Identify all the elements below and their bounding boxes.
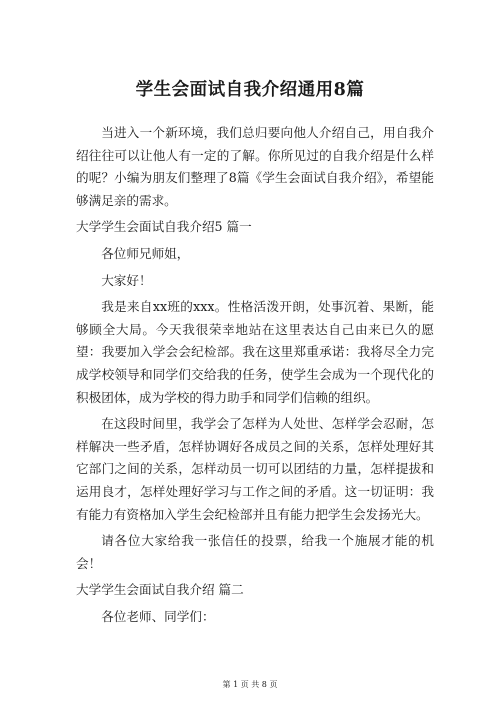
document-body — [76, 122, 434, 628]
section-heading-2: 大学学生会面试自我介绍 篇二 — [76, 582, 244, 598]
salutation: 各位师兄师姐， — [101, 245, 190, 261]
salutation-2: 各位老师、同学们： — [101, 608, 215, 624]
greeting: 大家好！ — [101, 272, 152, 288]
closing-paragraph: 请各位大家给我一张信任的投票，给我一个施展才能的机会！ — [76, 533, 434, 571]
page-number: 第 1 页 共 8 页 — [222, 680, 278, 689]
page-title: 学生会面试自我介绍通用8篇 — [135, 80, 365, 100]
section-heading-1: 大学学生会面试自我介绍5 篇一 — [76, 219, 252, 235]
body-paragraph-2: 在这段时间里，我学会了怎样为人处世、怎样学会忍耐，怎样解决一些矛盾，怎样协调好各成员之间的关系，怎样处理好其它部门之间的关系，怎样动员一切可以团结的力量，怎样提拔和运用良才，怎样处理好学习与工作之间的矛盾。这一切证明：我有能力有资格加入学生会纪检部并且有能力把学生会发扬光大。 — [76, 416, 434, 522]
body-paragraph-1: 我是来自xx班的xxx。性格活泼开朗，处事沉着、果断，能够顾全大局。今天我很荣幸地站在这里表达自己由来已久的愿望：我要加入学会会纪检部。我在这里郑重承诺：我将尽全力完成学校领导和同学们交给我的任务，使学生会成为一个现代化的积极团体，成为学校的得力助手和同学们信赖的组织。 — [76, 299, 434, 405]
intro-paragraph: 当进入一个新环境，我们总归要向他人介绍自己，用自我介绍往往可以让他人有一定的了解。你所见过的自我介绍是什么样的呢？小编为朋友们整理了8篇《学生会面试自我介绍》，希望能够满足亲的需求。 — [76, 125, 434, 208]
